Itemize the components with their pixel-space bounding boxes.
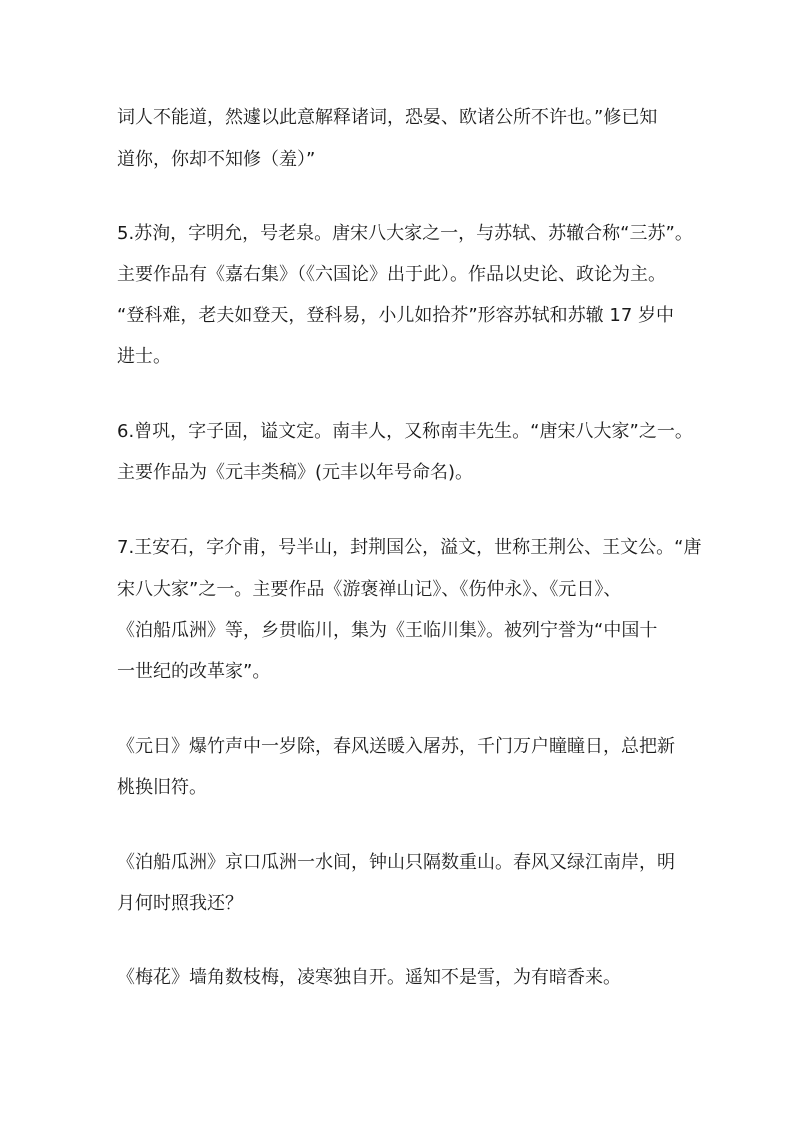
text-line: 5.苏洵，字明允，号老泉。唐宋八大家之一，与苏轼、苏辙合称“三苏”。 — [117, 223, 693, 244]
text-line: 《泊船瓜洲》京口瓜洲一水间，钟山只隔数重山。春风又绿江南岸，明 — [117, 852, 675, 873]
text-line: 月何时照我还？ — [117, 893, 243, 914]
text-line: 《梅花》墙角数枝梅，凌寒独自开。遥知不是雪，为有暗香来。 — [117, 967, 621, 988]
text-line: 一世纪的改革家”。 — [117, 661, 271, 682]
text-line: 《泊船瓜洲》等，乡贯临川，集为《王临川集》。被列宁誉为“中国十 — [117, 620, 658, 641]
text-line: “登科难，老夫如登天，登科易，小儿如拾芥”形容苏轼和苏辙 17 岁中 — [117, 305, 674, 326]
text-line: 词人不能道，然遽以此意解释诸词，恐晏、欧诸公所不许也。”修已知 — [117, 107, 658, 128]
text-line: 《元日》爆竹声中一岁除，春风送暖入屠苏，千门万户瞳瞳日，总把新 — [117, 736, 675, 757]
text-line: 宋八大家”之一。主要作品《游褒禅山记》、《伤仲永》、《元日》、 — [117, 579, 622, 600]
text-line: 主要作品有《嘉右集》（《六国论》出于此）。作品以史论、政论为主。 — [117, 264, 666, 285]
text-line: 7.王安石，字介甫，号半山，封荆国公，溢文，世称王荆公、王文公。“唐 — [117, 537, 702, 558]
text-line: 道你，你却不知修（羞）” — [117, 149, 316, 170]
text-line: 主要作品为《元丰类稿》(元丰以年号命名)。 — [117, 462, 474, 483]
text-line: 进士。 — [117, 346, 171, 367]
text-line: 桃换旧符。 — [117, 777, 207, 798]
text-line: 6.曾巩，字子固，谥文定。南丰人，又称南丰先生。“唐宋八大家”之一。 — [117, 421, 693, 442]
